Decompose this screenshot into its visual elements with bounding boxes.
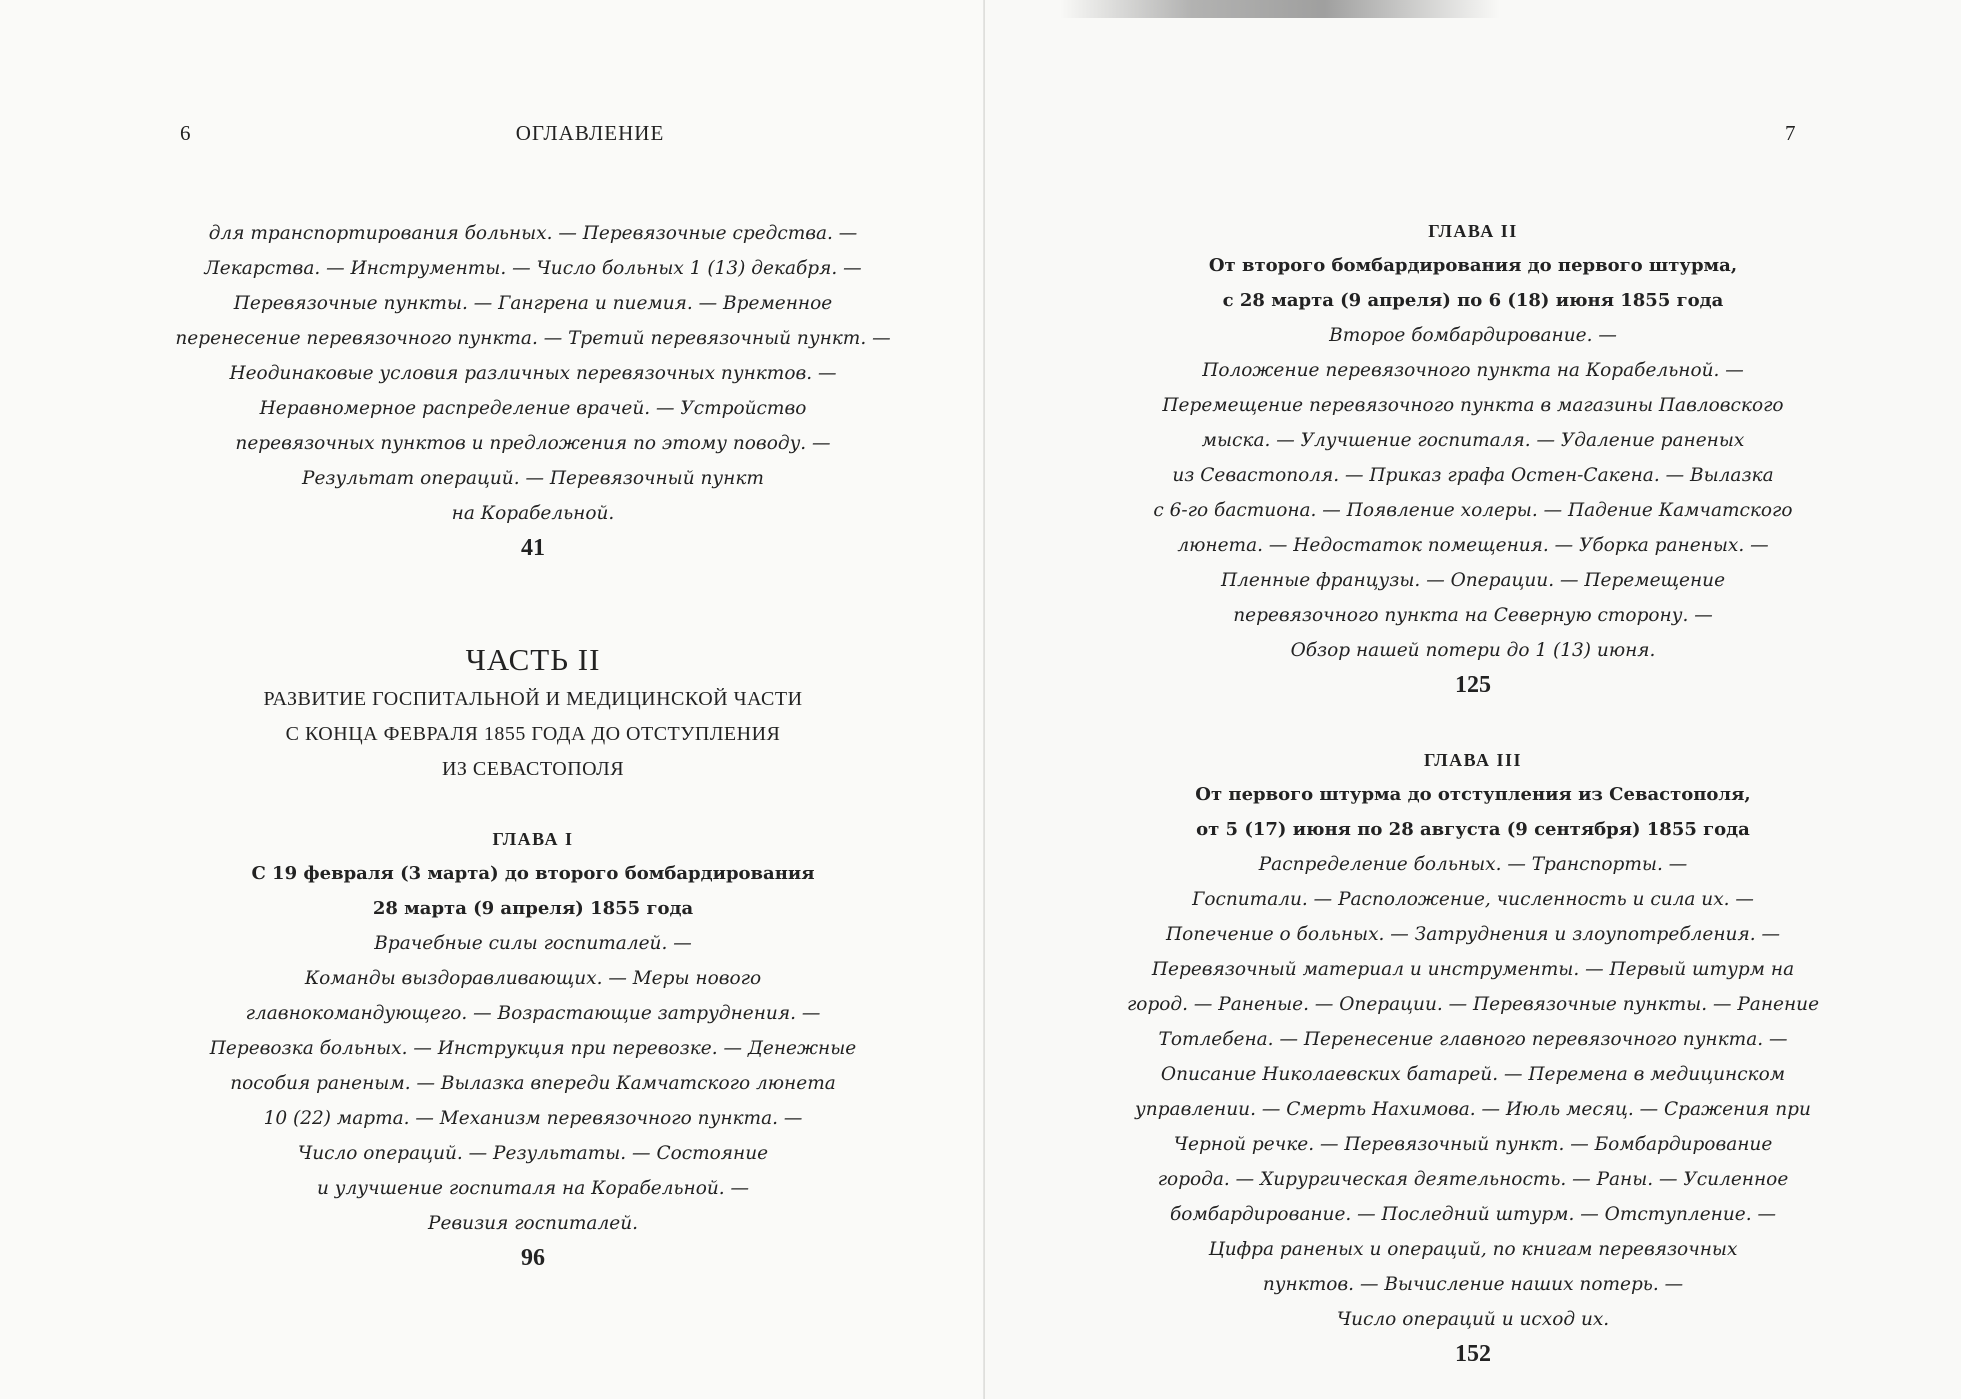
description-line: Цифра раненых и операций, по книгам перевязочных <box>1208 1239 1738 1260</box>
description-line: Неодинаковые условия различных перевязочных пунктов. — <box>229 363 837 384</box>
chapter-title-line: От второго бомбардирования до первого штурма, <box>1208 255 1738 276</box>
chapter-label: ГЛАВА I <box>492 829 574 849</box>
description-line: управлении. — Смерть Нахимова. — Июль месяц. — Сражения при <box>1135 1099 1811 1120</box>
description-line: Положение перевязочного пункта на Корабельной. — <box>1202 360 1744 381</box>
description-line: Перевозка больных. — Инструкция при перевозке. — Денежные <box>209 1038 857 1059</box>
description-line: Обзор нашей потери до 1 (13) июня. <box>1290 640 1656 661</box>
description-line: перенесение перевязочного пункта. — Третий перевязочный пункт. — <box>175 328 891 349</box>
scan-smudge <box>1060 0 1500 18</box>
description-line: Перевязочный материал и инструменты. — Первый штурм на <box>1151 959 1795 980</box>
part-heading <box>170 638 896 787</box>
description-line: Перевязочные пункты. — Гангрена и пиемия. — Временное <box>233 293 833 314</box>
description-line: главнокомандующего. — Возрастающие затруднения. — <box>245 1003 821 1024</box>
right-page-number: 7 <box>1785 121 1796 145</box>
part-subtitle-line: С КОНЦА ФЕВРАЛЯ 1855 ГОДА ДО ОТСТУПЛЕНИЯ <box>285 723 781 745</box>
chapter-3-block <box>985 743 1961 1371</box>
chapter-title-line: 28 марта (9 апреля) 1855 года <box>372 898 694 919</box>
description-line: и улучшение госпиталя на Корабельной. — <box>316 1178 750 1199</box>
toc-page-number: 152 <box>1455 1341 1491 1367</box>
chapter-2-block <box>985 214 1961 702</box>
chapter-title-line: с 28 марта (9 апреля) по 6 (18) июня 1855 года <box>1222 290 1724 311</box>
description-line: Число операций. — Результаты. — Состояние <box>297 1143 769 1164</box>
description-line: мыска. — Улучшение госпиталя. — Удаление раненых <box>1201 430 1745 451</box>
toc-page-number: 125 <box>1455 672 1491 698</box>
description-line: Результат операций. — Перевязочный пункт <box>302 468 764 489</box>
description-line: Черной речке. — Перевязочный пункт. — Бомбардирование <box>1173 1134 1773 1155</box>
description-line: Перемещение перевязочного пункта в магазины Павловского <box>1162 395 1784 416</box>
description-line: 10 (22) марта. — Механизм перевязочного пункта. — <box>263 1108 803 1129</box>
description-line: город. — Раненые. — Операции. — Перевязочные пункты. — Ранение <box>1126 994 1820 1015</box>
description-line: из Севастополя. — Приказ графа Остен-Сакена. — Вылазка <box>1172 465 1774 486</box>
description-line: Второе бомбардирование. — <box>1329 325 1617 346</box>
part-subtitle-line: ИЗ СЕВАСТОПОЛЯ <box>441 758 625 780</box>
chapter-label: ГЛАВА II <box>1428 221 1518 241</box>
description-line: Ревизия госпиталей. <box>428 1213 638 1234</box>
part-subtitle-line: РАЗВИТИЕ ГОСПИТАЛЬНОЙ И МЕДИЦИНСКОЙ ЧАСТИ <box>263 688 803 710</box>
description-line: Тотлебена. — Перенесение главного перевязочного пункта. — <box>1158 1029 1788 1050</box>
description-line: Число операций и исход их. <box>1336 1309 1610 1330</box>
description-line: Лекарства. — Инструменты. — Число больных 1 (13) декабря. — <box>204 258 862 279</box>
description-line: Попечение о больных. — Затруднения и злоупотребления. — <box>1166 924 1780 945</box>
description-line: Команды выздоравливающих. — Меры нового <box>304 968 762 989</box>
part-title: ЧАСТЬ II <box>465 642 601 677</box>
description-line: Врачебные силы госпиталей. — <box>374 933 692 954</box>
description-line: для транспортирования больных. — Перевязочные средства. — <box>208 223 858 244</box>
description-line: перевязочного пункта на Северную сторону. — <box>1233 605 1713 626</box>
description-line: Описание Николаевских батарей. — Перемена в медицинском <box>1160 1064 1786 1085</box>
description-line: с 6-го бастиона. — Появление холеры. — Падение Камчатского <box>1153 500 1793 521</box>
description-line: Госпитали. — Расположение, численность и сила их. — <box>1192 889 1754 910</box>
toc-page-number: 41 <box>521 535 545 561</box>
chapter-1-block <box>170 822 896 1275</box>
toc-page-number: 96 <box>521 1245 545 1271</box>
description-line: Распределение больных. — Транспорты. — <box>1258 854 1688 875</box>
continuation-block <box>170 216 896 565</box>
description-line: города. — Хирургическая деятельность. — Раны. — Усиленное <box>1157 1169 1789 1190</box>
chapter-title-line: От первого штурма до отступления из Севастополя, <box>1195 784 1751 805</box>
chapter-label: ГЛАВА III <box>1423 750 1523 770</box>
description-line: бомбардирование. — Последний штурм. — Отступление. — <box>1170 1204 1776 1225</box>
chapter-title-line: С 19 февраля (3 марта) до второго бомбардирования <box>251 863 815 884</box>
description-line: Пленные французы. — Операции. — Перемещение <box>1220 570 1726 591</box>
description-line: на Корабельной. <box>451 503 615 524</box>
description-line: пособия раненым. — Вылазка впереди Камчатского люнета <box>230 1073 836 1094</box>
description-line: люнета. — Недостаток помещения. — Уборка раненых. — <box>1177 535 1769 556</box>
description-line: перевязочных пунктов и предложения по этому поводу. — <box>235 433 831 454</box>
running-head: ОГЛАВЛЕНИЕ <box>515 121 665 145</box>
left-page-number: 6 <box>180 121 191 145</box>
chapter-title-line: от 5 (17) июня по 28 августа (9 сентября) 1855 года <box>1196 819 1750 840</box>
right-page <box>985 0 1961 1399</box>
description-line: Неравномерное распределение врачей. — Устройство <box>259 398 807 419</box>
description-line: пунктов. — Вычисление наших потерь. — <box>1262 1274 1684 1295</box>
